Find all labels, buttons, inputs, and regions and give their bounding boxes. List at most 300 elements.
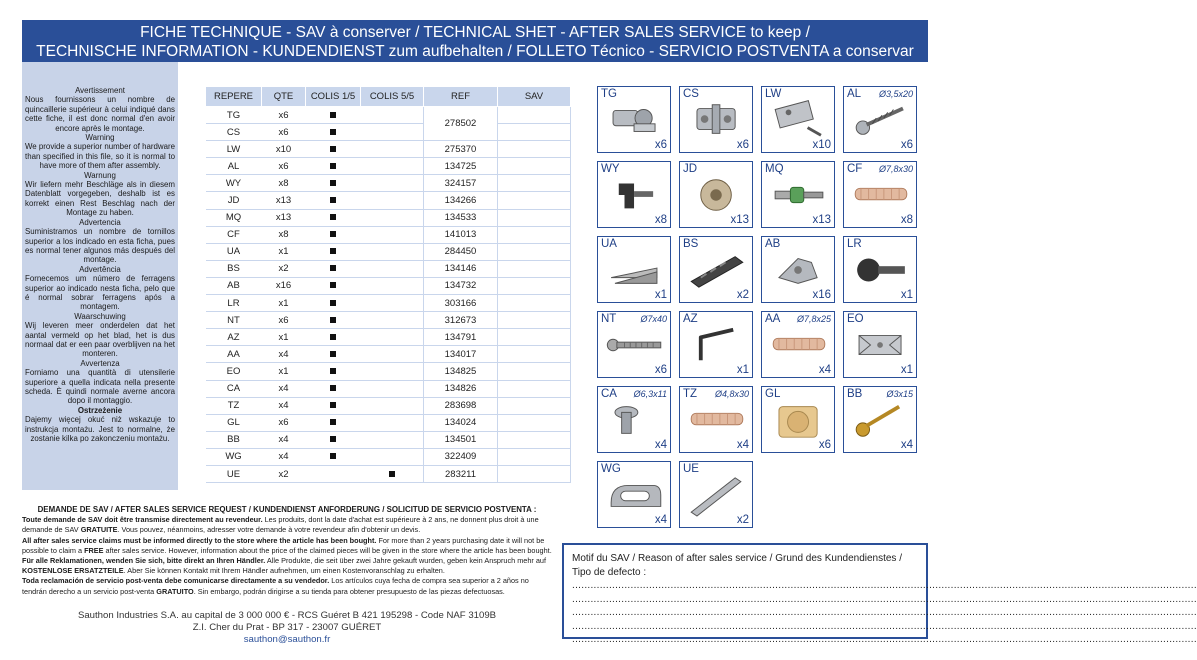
package-mark: [330, 197, 336, 203]
warning-text: Wij leveren meer onderdelen dat het aantal vermeld op het blad, het is dus normaal dat er een paar overblijven na het monteren.: [25, 321, 175, 359]
part-quantity: x4: [900, 439, 913, 451]
part-card: [679, 86, 753, 153]
wedge-icon: [604, 249, 666, 291]
cell-colis-5-5: [361, 448, 424, 465]
cell-colis-1-5: [306, 329, 361, 346]
part-card: [679, 386, 753, 453]
warning-text: Suministramos un nombre de tornillos superior a los indicado en esta ficha, pues es normal tener algunos más después del montage.: [25, 227, 175, 265]
part-card: [843, 161, 917, 228]
part-card: [679, 236, 753, 303]
sav-reason-line[interactable]: ...........................................................................................................................................................................................................: [572, 620, 1197, 632]
sav-note-es: [22, 576, 552, 596]
part-quantity: x8: [900, 214, 913, 226]
shelf-support-icon: [604, 174, 666, 216]
package-mark: [330, 436, 336, 442]
part-quantity: x1: [900, 364, 913, 376]
cell-colis-1-5: [306, 295, 361, 312]
table-row: [206, 295, 571, 312]
warning-title: Avertissement: [75, 86, 125, 95]
table-row: [206, 414, 571, 431]
warning-fr: [25, 86, 175, 133]
cell-sav[interactable]: [498, 277, 571, 294]
sav-note-text: . Sin embargo, podrán dirigirse a su tienda para obtener presupuesto de las piezas defectuosas.: [193, 586, 505, 596]
warnings-panel: [22, 62, 178, 490]
cell-qte: x13: [262, 209, 306, 226]
package-mark: [330, 282, 336, 288]
cell-ref: 134533: [424, 209, 498, 226]
sav-reason-line[interactable]: ...........................................................................................................................................................................................................: [572, 634, 1197, 645]
gold-screw-icon: [850, 399, 912, 441]
cell-repere: LR: [206, 295, 262, 312]
part-card: [679, 461, 753, 528]
cell-sav[interactable]: [498, 363, 571, 380]
warning-title: Avvertenza: [80, 358, 120, 368]
part-quantity: x4: [736, 439, 749, 451]
sav-reason-box[interactable]: [562, 543, 1197, 645]
cell-qte: x13: [262, 192, 306, 209]
cell-repere: TZ: [206, 397, 262, 414]
cell-colis-5-5: [361, 158, 424, 175]
part-code: AA: [765, 313, 781, 325]
cell-sav[interactable]: [498, 295, 571, 312]
part-code: WG: [601, 463, 621, 475]
package-mark: [330, 248, 336, 254]
cell-repere: UE: [206, 465, 262, 482]
cell-qte: x16: [262, 277, 306, 294]
table-row: [206, 107, 571, 124]
cell-qte: x4: [262, 448, 306, 465]
cell-colis-5-5: [361, 107, 424, 124]
cell-colis-1-5: [306, 363, 361, 380]
cell-sav[interactable]: [498, 226, 571, 243]
cell-ref: 303166: [424, 295, 498, 312]
part-card: [761, 386, 835, 453]
part-card: [843, 86, 917, 153]
cell-sav[interactable]: [498, 124, 571, 141]
package-mark: [330, 368, 336, 374]
cell-colis-5-5: [361, 346, 424, 363]
col-header-qte: QTE: [262, 87, 306, 107]
part-quantity: x13: [812, 214, 831, 226]
package-mark: [330, 231, 336, 237]
table-row: [206, 277, 571, 294]
cell-colis-5-5: [361, 414, 424, 431]
cell-colis-5-5: [361, 175, 424, 192]
part-code: EO: [847, 313, 864, 325]
cell-sav[interactable]: [498, 380, 571, 397]
cell-colis-5-5: [361, 192, 424, 209]
table-row: [206, 141, 571, 158]
cell-colis-1-5: [306, 346, 361, 363]
sav-reason-line[interactable]: ...........................................................................................................................................................................................................: [572, 580, 1197, 591]
warning-text: Dajemy więcej okuć niż wskazuje to instrukcja montażu. Jest to normalne, że zostanie kilka po zakonczeniu montażu.: [25, 415, 175, 444]
part-quantity: x1: [654, 289, 667, 301]
cell-sav[interactable]: [498, 141, 571, 158]
cell-colis-5-5: [361, 397, 424, 414]
part-quantity: x2: [736, 289, 749, 301]
handle-icon: [604, 474, 666, 516]
short-screw-icon: [604, 399, 666, 441]
cell-ref: 134826: [424, 380, 498, 397]
cell-sav[interactable]: [498, 465, 571, 482]
cell-qte: x4: [262, 431, 306, 448]
part-card: [843, 386, 917, 453]
sav-note-text: after sales service. However, information about the price of the claimed pieces will be given in the store where the article has been bought.: [103, 545, 552, 555]
cell-ref: 134732: [424, 277, 498, 294]
cell-qte: x6: [262, 124, 306, 141]
cell-qte: x1: [262, 295, 306, 312]
part-code: CA: [601, 388, 617, 400]
cell-ref: 134024: [424, 414, 498, 431]
cell-colis-5-5: [361, 277, 424, 294]
cell-qte: x2: [262, 260, 306, 277]
cell-ref: 134017: [424, 346, 498, 363]
cell-colis-5-5: [361, 329, 424, 346]
part-dimension: Ø4,8x30: [714, 389, 749, 399]
cell-colis-1-5: [306, 141, 361, 158]
cell-repere: BS: [206, 260, 262, 277]
cell-qte: x6: [262, 107, 306, 124]
cell-repere: WY: [206, 175, 262, 192]
part-card: [761, 86, 835, 153]
part-code: LR: [847, 238, 862, 250]
cell-sav[interactable]: [498, 192, 571, 209]
cell-repere: MQ: [206, 209, 262, 226]
screw-icon: [850, 99, 912, 141]
warning-pt: [25, 265, 175, 312]
company-line-1: Sauthon Industries S.A. au capital de 3 000 000 € - RCS Guéret B 421 195298 - Code NAF 3109B: [77, 610, 497, 621]
cell-colis-5-5: [361, 363, 424, 380]
col-header-repere: REPERE: [206, 87, 262, 107]
part-code: NT: [601, 313, 617, 325]
cell-colis-5-5: [361, 465, 424, 482]
part-dimension: Ø6,3x11: [633, 389, 667, 399]
cell-colis-5-5: [361, 124, 424, 141]
sav-note-en: [22, 536, 552, 556]
cell-sav[interactable]: [498, 431, 571, 448]
part-quantity: x6: [654, 139, 667, 151]
cell-ref: 312673: [424, 312, 498, 329]
cell-qte: x1: [262, 329, 306, 346]
part-code: AB: [765, 238, 781, 250]
warning-title: Warnung: [84, 170, 116, 180]
col-header-ref: REF: [424, 87, 498, 107]
cell-qte: x10: [262, 141, 306, 158]
cell-sav[interactable]: [498, 175, 571, 192]
sav-note-text: Les produits, dont la date d'achat est supérieure à 2 ans, ne donnent plus droit à une demande de SAV: [22, 515, 539, 535]
cell-qte: x4: [262, 346, 306, 363]
cell-repere: JD: [206, 192, 262, 209]
wood-dowel-icon: [686, 399, 748, 441]
warning-es: [25, 218, 175, 265]
cell-colis-5-5: [361, 431, 424, 448]
cell-colis-1-5: [306, 226, 361, 243]
part-quantity: x10: [812, 139, 831, 151]
cell-repere: TG: [206, 107, 262, 124]
part-code: GL: [765, 388, 781, 400]
cell-sav[interactable]: [498, 107, 571, 124]
sav-reason-line[interactable]: ...........................................................................................................................................................................................................: [572, 593, 1197, 605]
warning-nl: [25, 312, 175, 359]
sav-reason-label: [572, 552, 918, 579]
warning-text: Forniamo una quantità di utensilerie superiore a quella indicata nella presente scheda. È quindi normale averne ancora dopo il montaggio.: [25, 368, 175, 406]
package-mark: [330, 180, 336, 186]
wood-dowel-icon: [850, 174, 912, 216]
felt-pad-icon: [768, 399, 830, 441]
warning-text: Wir liefern mehr Beschläge als in diesem Datenblatt vorgegeben, deshalb ist es korrekt einen Rest Beschlag nach der Montage zu haben.: [25, 180, 175, 218]
package-mark: [330, 453, 336, 459]
sav-note-emphasis: Toda reclamación de servicio post-venta debe comunicarse directamente a su vendedor.: [22, 576, 330, 586]
part-dimension: Ø3x15: [886, 389, 913, 399]
part-quantity: x6: [736, 139, 749, 151]
table-header-row: [206, 87, 571, 107]
cell-ref: 283211: [424, 465, 498, 482]
cell-repere: AB: [206, 277, 262, 294]
warning-text: Nous fournissons un nombre de quincaillerie supérieur à celui indiqué dans cette fiche, il est donc normal d'en avoir encore après le montage.: [25, 95, 175, 133]
part-dimension: Ø7x40: [640, 314, 667, 324]
header-line-2: TECHNISCHE INFORMATION - KUNDENDIENST zum aufbehalten / FOLLETO Técnico - SERVICIO POSTVENTA a conservar: [36, 43, 914, 60]
part-quantity: x13: [730, 214, 749, 226]
cell-colis-1-5: [306, 192, 361, 209]
rail-icon: [686, 474, 748, 516]
package-mark: [389, 471, 395, 477]
cam-bolt-icon: [768, 174, 830, 216]
part-quantity: x6: [900, 139, 913, 151]
cell-colis-5-5: [361, 243, 424, 260]
cell-repere: CA: [206, 380, 262, 397]
sav-note-emphasis: KOSTENLOSE ERSATZTEILE: [22, 566, 124, 576]
part-card: [597, 161, 671, 228]
slotted-strip-icon: [686, 249, 748, 291]
part-quantity: x6: [818, 439, 831, 451]
cell-ref: 141013: [424, 226, 498, 243]
table-row: [206, 312, 571, 329]
cell-ref: 134146: [424, 260, 498, 277]
table-row: [206, 329, 571, 346]
cell-repere: EO: [206, 363, 262, 380]
cell-sav[interactable]: [498, 158, 571, 175]
package-mark: [330, 351, 336, 357]
part-card: [597, 461, 671, 528]
warning-title: Advertência: [79, 264, 121, 274]
cell-colis-5-5: [361, 226, 424, 243]
cell-qte: x2: [262, 465, 306, 482]
part-code: UE: [683, 463, 699, 475]
part-code: CS: [683, 88, 699, 100]
cell-sav[interactable]: [498, 243, 571, 260]
warning-pl: [25, 406, 175, 444]
cell-ref: 134791: [424, 329, 498, 346]
warning-text: We provide a superior number of hardware than specified in this file, so it is normal to have more of them after assembly.: [25, 142, 175, 171]
cell-repere: AA: [206, 346, 262, 363]
part-code: TZ: [683, 388, 698, 400]
part-quantity: x4: [654, 514, 667, 526]
col-header-colis-1-5: COLIS 1/5: [306, 87, 361, 107]
cell-colis-5-5: [361, 209, 424, 226]
cell-repere: GL: [206, 414, 262, 431]
cell-repere: AL: [206, 158, 262, 175]
sav-request-notes: [22, 505, 552, 597]
cell-sav[interactable]: [498, 448, 571, 465]
cell-colis-5-5: [361, 141, 424, 158]
allen-key-icon: [686, 324, 748, 366]
sav-note-emphasis: FREE: [84, 545, 104, 555]
cell-ref: 322409: [424, 448, 498, 465]
clip-icon: [768, 249, 830, 291]
company-email[interactable]: sauthon@sauthon.fr: [243, 633, 331, 645]
table-row: [206, 124, 571, 141]
part-code: WY: [601, 163, 620, 175]
company-line-2: Z.I. Cher du Prat - BP 317 - 23007 GUÉRET: [192, 621, 382, 633]
part-code: CF: [847, 163, 863, 175]
sav-note-emphasis: All after sales service claims must be informed directly to the store where the article has been bought.: [22, 535, 377, 545]
sav-reason-label-text: Motif du SAV / Reason of after sales service / Grund des Kundendienstes / Tipo de defecto :: [572, 553, 902, 578]
cell-repere: CS: [206, 124, 262, 141]
cell-colis-1-5: [306, 260, 361, 277]
page-header: [22, 20, 928, 62]
package-mark: [330, 317, 336, 323]
cell-sav[interactable]: [498, 312, 571, 329]
table-row: [206, 346, 571, 363]
package-mark: [330, 265, 336, 271]
cell-qte: x8: [262, 175, 306, 192]
part-card: [843, 236, 917, 303]
cell-colis-1-5: [306, 158, 361, 175]
sav-note-text: . Aber Sie können Kontakt mit Ihrem Händler aufnehmen, um einen Kostenvoranschlag zu erhalten.: [123, 566, 445, 576]
sav-note-text: For more than 2 years purchasing date it will not be possible to claim a: [22, 535, 545, 555]
package-mark: [330, 419, 336, 425]
part-code: UA: [601, 238, 617, 250]
part-quantity: x6: [654, 364, 667, 376]
cell-repere: AZ: [206, 329, 262, 346]
table-row: [206, 448, 571, 465]
cell-colis-1-5: [306, 465, 361, 482]
cell-repere: BB: [206, 431, 262, 448]
part-code: MQ: [765, 163, 784, 175]
cell-colis-5-5: [361, 380, 424, 397]
table-row: [206, 363, 571, 380]
cell-ref: 134725: [424, 158, 498, 175]
cell-colis-5-5: [361, 312, 424, 329]
package-mark: [330, 300, 336, 306]
part-card: [761, 161, 835, 228]
sav-reason-line[interactable]: ...........................................................................................................................................................................................................: [572, 607, 1197, 618]
cell-colis-1-5: [306, 397, 361, 414]
hinge-icon: [604, 99, 666, 141]
part-card: [597, 236, 671, 303]
cell-colis-1-5: [306, 243, 361, 260]
warning-title: Warning: [85, 133, 115, 143]
cell-repere: NT: [206, 312, 262, 329]
cell-colis-1-5: [306, 431, 361, 448]
table-row: [206, 209, 571, 226]
cell-qte: x1: [262, 243, 306, 260]
cell-ref: 278502: [424, 107, 498, 141]
cell-sav[interactable]: [498, 209, 571, 226]
cell-ref: 324157: [424, 175, 498, 192]
sav-note-text: Los artículos cuya fecha de compra sea superior a 2 años no tendrán derecho a un servicio post-venta: [22, 576, 529, 596]
warning-it: [25, 359, 175, 406]
cell-ref: 275370: [424, 141, 498, 158]
package-mark: [330, 129, 336, 135]
bracket-icon: [850, 324, 912, 366]
sav-note-text: Alle Produkte, die seit über zwei Jahre gekauft wurden, geben kein Anspruch mehr auf: [265, 556, 546, 566]
table-row: [206, 226, 571, 243]
cell-ref: 134501: [424, 431, 498, 448]
cell-colis-1-5: [306, 175, 361, 192]
sav-note-de: [22, 556, 552, 576]
part-code: JD: [683, 163, 698, 175]
cell-qte: x6: [262, 158, 306, 175]
warning-de: [25, 171, 175, 218]
part-code: BS: [683, 238, 699, 250]
part-code: BB: [847, 388, 863, 400]
cell-sav[interactable]: [498, 346, 571, 363]
table-row: [206, 431, 571, 448]
cell-colis-1-5: [306, 124, 361, 141]
warning-text: Fornecemos um número de ferragens superior ao indicado nesta ficha, pelo que é normal sobrar ferragens após a montagem.: [25, 274, 175, 312]
sav-note-fr: [22, 515, 552, 535]
plate-screw-icon: [768, 99, 830, 141]
cell-colis-1-5: [306, 209, 361, 226]
cam-lock-icon: [686, 174, 748, 216]
cell-sav[interactable]: [498, 397, 571, 414]
cell-qte: x1: [262, 363, 306, 380]
adjuster-foot-icon: [850, 249, 912, 291]
cell-ref: 134266: [424, 192, 498, 209]
package-mark: [330, 146, 336, 152]
cell-sav[interactable]: [498, 260, 571, 277]
part-quantity: x4: [654, 439, 667, 451]
cell-repere: UA: [206, 243, 262, 260]
package-mark: [330, 214, 336, 220]
company-info: [22, 610, 552, 645]
part-quantity: x8: [654, 214, 667, 226]
header-line-1: FICHE TECHNIQUE - SAV à conserver / TECHNICAL SHET - AFTER SALES SERVICE to keep /: [140, 24, 810, 41]
col-header-colis-5-5: COLIS 5/5: [361, 87, 424, 107]
cell-ref: 283698: [424, 397, 498, 414]
cell-ref: 284450: [424, 243, 498, 260]
cell-colis-1-5: [306, 448, 361, 465]
cell-colis-1-5: [306, 380, 361, 397]
sav-note-emphasis: Toute demande de SAV doit être transmise directement au revendeur.: [22, 515, 263, 525]
warning-en: [25, 133, 175, 171]
sav-note-text: . Vous pouvez, néanmoins, adresser votre demande à votre revendeur afin d'obtenir un devis.: [117, 525, 421, 535]
hinge-plate-icon: [686, 99, 748, 141]
cell-qte: x6: [262, 312, 306, 329]
warning-title: Waarschuwing: [74, 311, 126, 321]
cell-qte: x6: [262, 414, 306, 431]
cell-colis-5-5: [361, 260, 424, 277]
table-row: [206, 175, 571, 192]
cell-repere: WG: [206, 448, 262, 465]
part-card: [761, 236, 835, 303]
part-code: TG: [601, 88, 617, 100]
cell-sav[interactable]: [498, 329, 571, 346]
part-card: [679, 161, 753, 228]
part-quantity: x1: [736, 364, 749, 376]
cell-qte: x8: [262, 226, 306, 243]
package-mark: [330, 385, 336, 391]
table-row: [206, 260, 571, 277]
table-row: [206, 380, 571, 397]
part-dimension: Ø3,5x20: [878, 89, 913, 99]
cell-colis-1-5: [306, 312, 361, 329]
cell-sav[interactable]: [498, 414, 571, 431]
table-row: [206, 465, 571, 482]
part-quantity: x4: [818, 364, 831, 376]
warning-title: Ostrzeżenie: [77, 405, 123, 415]
